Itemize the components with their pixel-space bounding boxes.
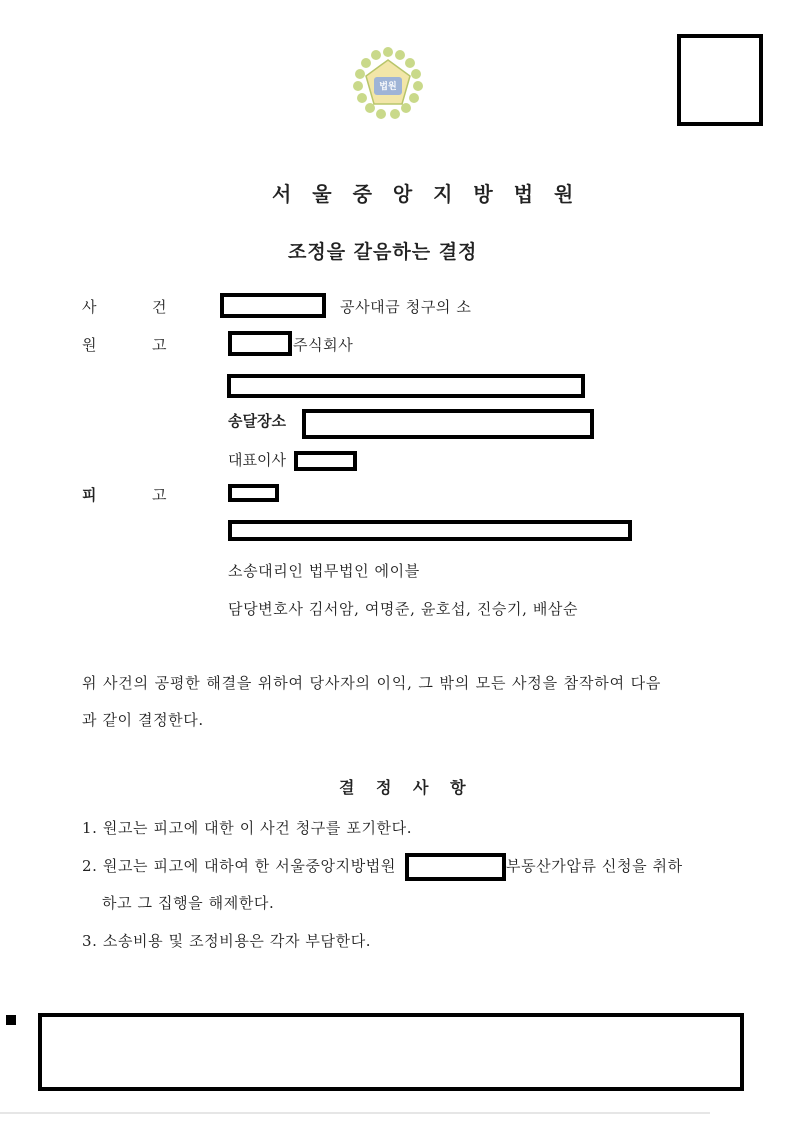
court-seal-text: 법원 — [379, 82, 397, 92]
redacted-footer-block — [38, 1013, 744, 1091]
decision-item-2-start: 2. 원고는 피고에 대하여 한 서울중앙지방법원 — [82, 857, 396, 875]
margin-mark — [6, 1015, 16, 1025]
redacted-plaintiff-name — [228, 331, 292, 356]
redacted-service-address — [302, 409, 594, 439]
document-title: 조정을 갈음하는 결정 — [288, 241, 478, 263]
redacted-case-number — [220, 293, 326, 318]
redacted-plaintiff-address — [227, 374, 585, 398]
intro-line-1: 위 사건의 공평한 해결을 위하여 당사자의 이익, 그 밖의 모든 사정을 참작하여 다음 — [82, 674, 662, 692]
decision-item-2-continuation: 하고 그 집행을 해제한다. — [102, 894, 275, 912]
redacted-ceo-name — [294, 451, 357, 471]
redacted-court-case-number — [405, 853, 506, 881]
plaintiff-label-b: 고 — [152, 336, 167, 354]
ceo-label: 대표이사 — [228, 451, 286, 469]
decision-item-2-end: 부동산가압류 신청을 취하 — [506, 857, 683, 875]
scan-edge-line — [0, 1112, 710, 1114]
case-label-a: 사 — [82, 298, 97, 316]
decision-item-1: 1. 원고는 피고에 대한 이 사건 청구를 포기한다. — [82, 819, 413, 837]
defendant-label-b: 고 — [152, 486, 167, 504]
redacted-defendant-name — [228, 484, 279, 502]
service-address-label: 송달장소 — [228, 412, 286, 430]
plaintiff-label-a: 원 — [82, 336, 97, 354]
stamp-box — [677, 34, 763, 126]
defendant-counsel: 소송대리인 법무법인 에이블 — [228, 562, 420, 580]
plaintiff-company-suffix: 주식회사 — [293, 336, 354, 354]
decision-title: 결 정 사 항 — [339, 778, 474, 797]
intro-line-2: 과 같이 결정한다. — [82, 711, 204, 729]
decision-item-3: 3. 소송비용 및 조정비용은 각자 부담한다. — [82, 932, 372, 950]
redacted-defendant-address — [228, 520, 632, 541]
case-name: 공사대금 청구의 소 — [340, 298, 472, 316]
case-label-b: 건 — [152, 298, 167, 316]
court-name: 서 울 중 앙 지 방 법 원 — [272, 182, 581, 206]
defendant-lawyers: 담당변호사 김서암, 여명준, 윤호섭, 진승기, 배삼순 — [228, 600, 579, 618]
defendant-label-a: 피 — [82, 486, 97, 504]
